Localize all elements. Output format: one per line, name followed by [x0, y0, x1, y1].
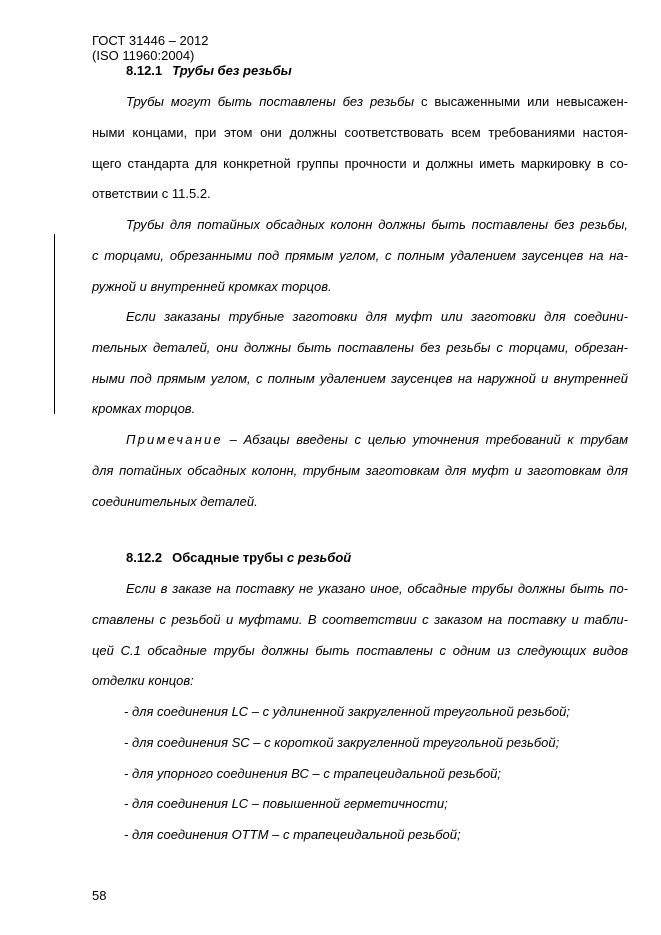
section-heading-8-12-1 [126, 63, 292, 78]
list-item: - для соединения ОТТМ – с трапецеидальной резьбой; [124, 827, 461, 843]
note-paragraph: Примечание – Абзацы введены с целью уточнения требований к трубам для потайных обсадных колонн, трубным заготовкам для муфт и заготовкам для соединительных деталей. [92, 432, 628, 509]
list-item: - для соединения LC – повышенной герметичности; [124, 796, 448, 812]
paragraph-pipes-without-thread: Трубы могут быть поставлены без резьбы с высаженными или невысажен- ными концами, при этом они должны соответствовать всем требованиями настоя- щего стандарта для конкретной группы прочности и должны иметь маркировку в со- ответствии с 11.5.2. [92, 94, 628, 202]
list-item: - для упорного соединения ВС – с трапецеидальной резьбой; [124, 765, 502, 781]
section-title: Обсадные трубы [172, 550, 287, 565]
section-title-italic: с резьбой [286, 550, 352, 565]
paragraph-coupling-stock: Если заказаны трубные заготовки для муфт или заготовки для соедини- тельных деталей, они должны быть поставлены без резьбы с торцами, обрезан- ными под прямым углом, с полным удалением заусенцев на наружной и внутренней кромках торцов. [92, 309, 628, 417]
section-number: 8.12.1 [126, 63, 163, 78]
section-heading-8-12-2 [126, 550, 351, 565]
iso-reference: (ISO 11960:2004) [92, 48, 195, 63]
standard-number: ГОСТ 31446 – 2012 [92, 33, 209, 48]
end-finish-list [124, 697, 570, 851]
page-number: 58 [92, 888, 107, 903]
list-item: - для соединения SC – с короткой закругленной треугольной резьбой; [124, 734, 560, 750]
list-item: - для соединения LC – с удлиненной закругленной треугольной резьбой; [124, 704, 570, 719]
paragraph-liner-pipes: Трубы для потайных обсадных колонн должны быть поставлены без резьбы, с торцами, обрезанными под прямым углом, с полным удалением заусенцев на на- ружной и внутренней кромках торцов. [92, 217, 628, 294]
note-label: Примечание [126, 432, 223, 447]
paragraph-threaded-casing: Если в заказе на поставку не указано иное, обсадные трубы должны быть по- ставлены с резьбой и муфтами. В соответствии с заказом на поставку и табли- цей С.1 обсадные трубы должны быть поставлены с одним из следующих видов отделки концов: [92, 581, 628, 689]
change-bar [54, 234, 55, 414]
section-title: Трубы без резьбы [172, 63, 292, 78]
document-header [92, 33, 208, 63]
section-number: 8.12.2 [126, 550, 163, 565]
